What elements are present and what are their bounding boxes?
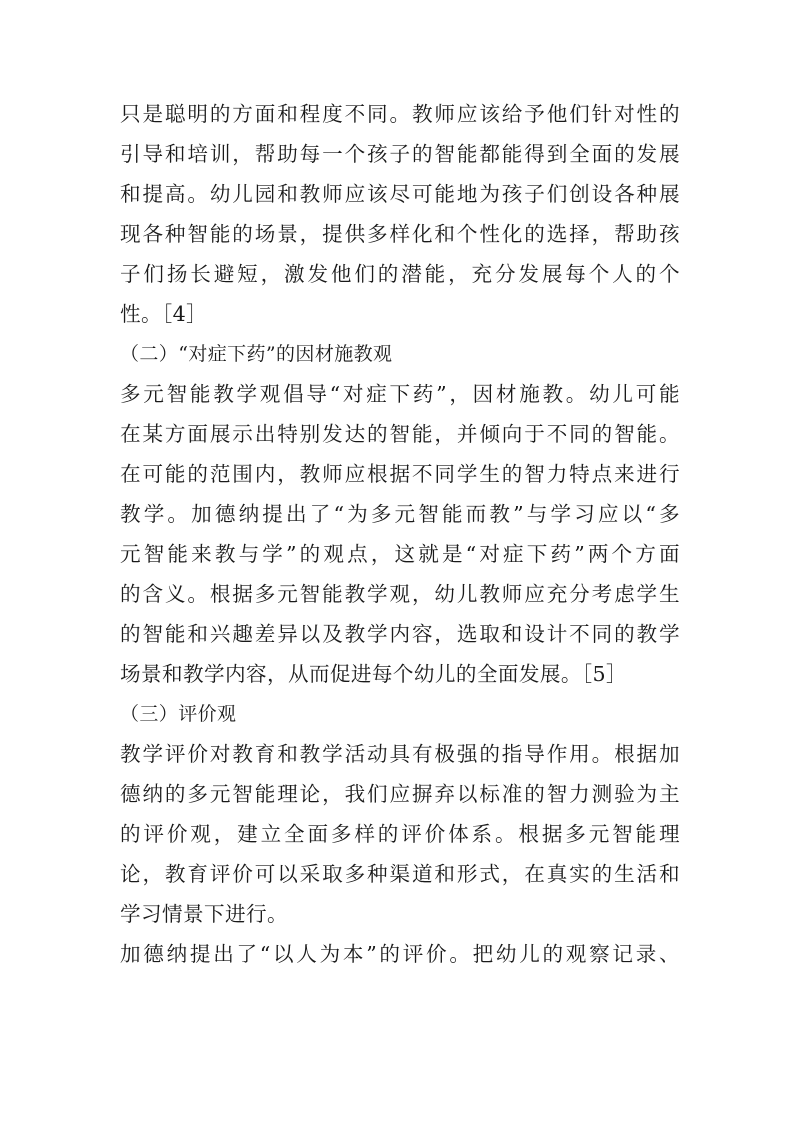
- section-heading: （二）“对症下药”的因材施教观: [120, 343, 393, 365]
- paragraph-line: 在可能的范围内，教师应根据不同学生的智力特点来进行: [120, 462, 680, 486]
- paragraph-line: 德纳的多元智能理论，我们应摒弃以标准的智力测验为主: [120, 782, 680, 806]
- paragraph-line: 的含义。根据多元智能教学观，幼儿教师应充分考虑学生: [120, 582, 680, 606]
- paragraph-line: 加德纳提出了“以人为本”的评价。把幼儿的观察记录、: [120, 942, 680, 966]
- paragraph-line: 的智能和兴趣差异以及教学内容，选取和设计不同的教学: [120, 622, 680, 646]
- paragraph-line: 元智能来教与学”的观点，这就是“对症下药”两个方面: [120, 542, 680, 566]
- paragraph-line: 和提高。幼儿园和教师应该尽可能地为孩子们创设各种展: [120, 182, 680, 206]
- paragraph-line: 的评价观，建立全面多样的评价体系。根据多元智能理: [120, 822, 680, 846]
- paragraph-line: 场景和教学内容，从而促进每个幼儿的全面发展。［5］: [120, 662, 628, 686]
- paragraph-line: 只是聪明的方面和程度不同。教师应该给予他们针对性的: [120, 102, 680, 126]
- paragraph-line: 多元智能教学观倡导“对症下药”，因材施教。幼儿可能: [120, 382, 680, 406]
- paragraph-line: 子们扬长避短，激发他们的潜能，充分发展每个人的个: [120, 262, 680, 286]
- paragraph-line: 在某方面展示出特别发达的智能，并倾向于不同的智能。: [120, 422, 680, 446]
- paragraph-line: 论，教育评价可以采取多种渠道和形式，在真实的生活和: [120, 862, 680, 886]
- paragraph-line: 教学。加德纳提出了“为多元智能而教”与学习应以“多: [120, 502, 680, 526]
- paragraph-line: 现各种智能的场景，提供多样化和个性化的选择，帮助孩: [120, 222, 680, 246]
- section-heading: （三）评价观: [120, 703, 237, 725]
- paragraph-line: 性。［4］: [120, 302, 208, 326]
- paragraph-line: 教学评价对教育和教学活动具有极强的指导作用。根据加: [120, 742, 680, 766]
- paragraph-line: 引导和培训，帮助每一个孩子的智能都能得到全面的发展: [120, 142, 680, 166]
- body-text: [120, 94, 680, 974]
- paragraph-line: 学习情景下进行。: [120, 902, 288, 926]
